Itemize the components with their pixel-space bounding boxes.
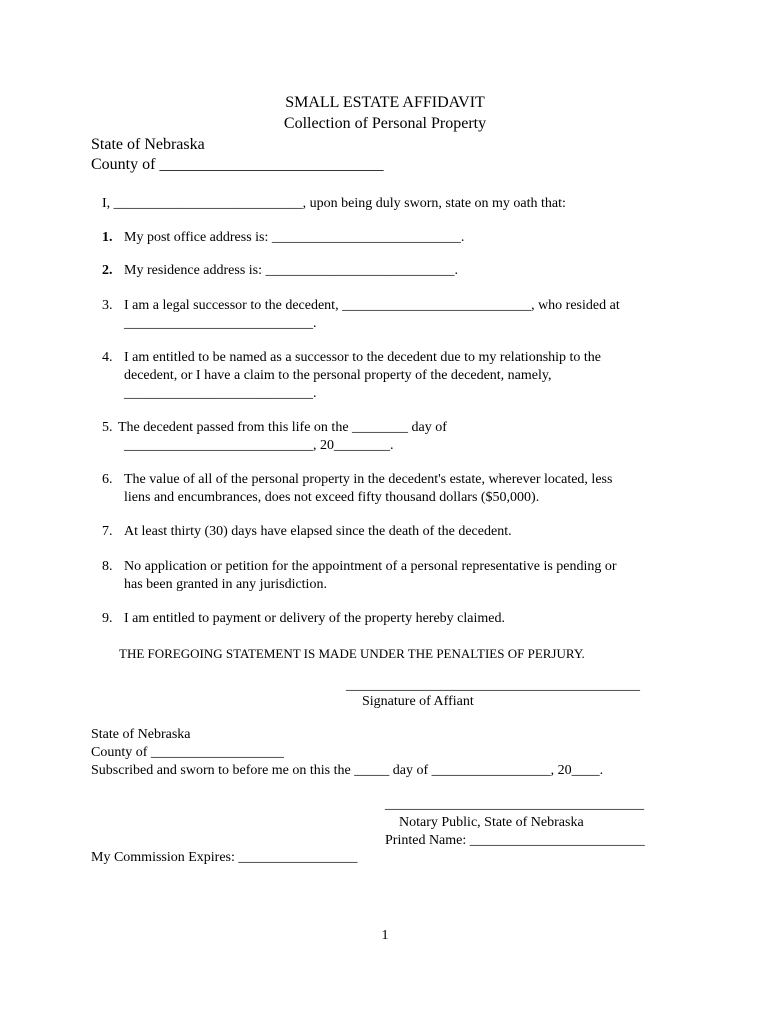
item-number: 5. (102, 420, 113, 435)
notary-signature-line: _____________________________________ (385, 797, 644, 812)
perjury-statement: THE FOREGOING STATEMENT IS MADE UNDER THE PENALTIES OF PERJURY. (119, 646, 585, 661)
notary-printed-name: Printed Name: _________________________ (385, 833, 645, 848)
document-subtitle: Collection of Personal Property (283, 115, 487, 132)
item-text: ___________________________. (124, 316, 317, 331)
item-text: My residence address is: ___________________________. (124, 263, 459, 278)
item-text: I am entitled to payment or delivery of the property hereby claimed. (124, 611, 505, 626)
item-text: has been granted in any jurisdiction. (124, 577, 327, 592)
item-text: ___________________________, 20________. (124, 438, 394, 453)
item-text: I am a legal successor to the decedent, ___________________________, who resided at (124, 298, 620, 313)
item-text: The decedent passed from this life on the ________ day of (118, 420, 447, 435)
item-text: The value of all of the personal property in the decedent's estate, wherever located, less (124, 472, 613, 487)
item-number: 8. (102, 559, 113, 574)
item-number: 3. (102, 298, 113, 313)
item-number: 4. (102, 350, 113, 365)
item-number: 6. (102, 472, 113, 487)
signature-line: __________________________________________ (346, 678, 640, 693)
item-text: I am entitled to be named as a successor to the decedent due to my relationship to the (124, 350, 602, 365)
item-text: My post office address is: ___________________________. (124, 230, 465, 245)
item-number: 7. (102, 524, 113, 539)
item-number: 9. (102, 611, 113, 626)
item-text: decedent, or I have a claim to the personal property of the decedent, namely, (124, 368, 552, 383)
item-number: 1. (102, 230, 113, 245)
commission-expires: My Commission Expires: _________________ (91, 850, 358, 865)
notary-title: Notary Public, State of Nebraska (399, 815, 584, 830)
intro-statement: I, ___________________________, upon being duly sworn, state on my oath that: (102, 196, 566, 211)
county-label: County of ____________________________ (91, 156, 384, 173)
item-number: 2. (102, 263, 113, 278)
jurat-state: State of Nebraska (91, 727, 191, 742)
item-text: No application or petition for the appointment of a personal representative is pending or (124, 559, 617, 574)
item-text: liens and encumbrances, does not exceed fifty thousand dollars ($50,000). (124, 490, 540, 505)
state-label: State of Nebraska (91, 136, 205, 153)
item-text: At least thirty (30) days have elapsed since the death of the decedent. (124, 524, 512, 539)
jurat-sworn-statement: Subscribed and sworn to before me on this the _____ day of _________________, 20____. (91, 763, 604, 778)
jurat-county: County of ___________________ (91, 745, 284, 760)
document-title: SMALL ESTATE AFFIDAVIT (285, 94, 485, 111)
signature-label: Signature of Affiant (362, 694, 474, 709)
item-text: ___________________________. (124, 386, 317, 401)
page-number: 1 (381, 928, 389, 943)
